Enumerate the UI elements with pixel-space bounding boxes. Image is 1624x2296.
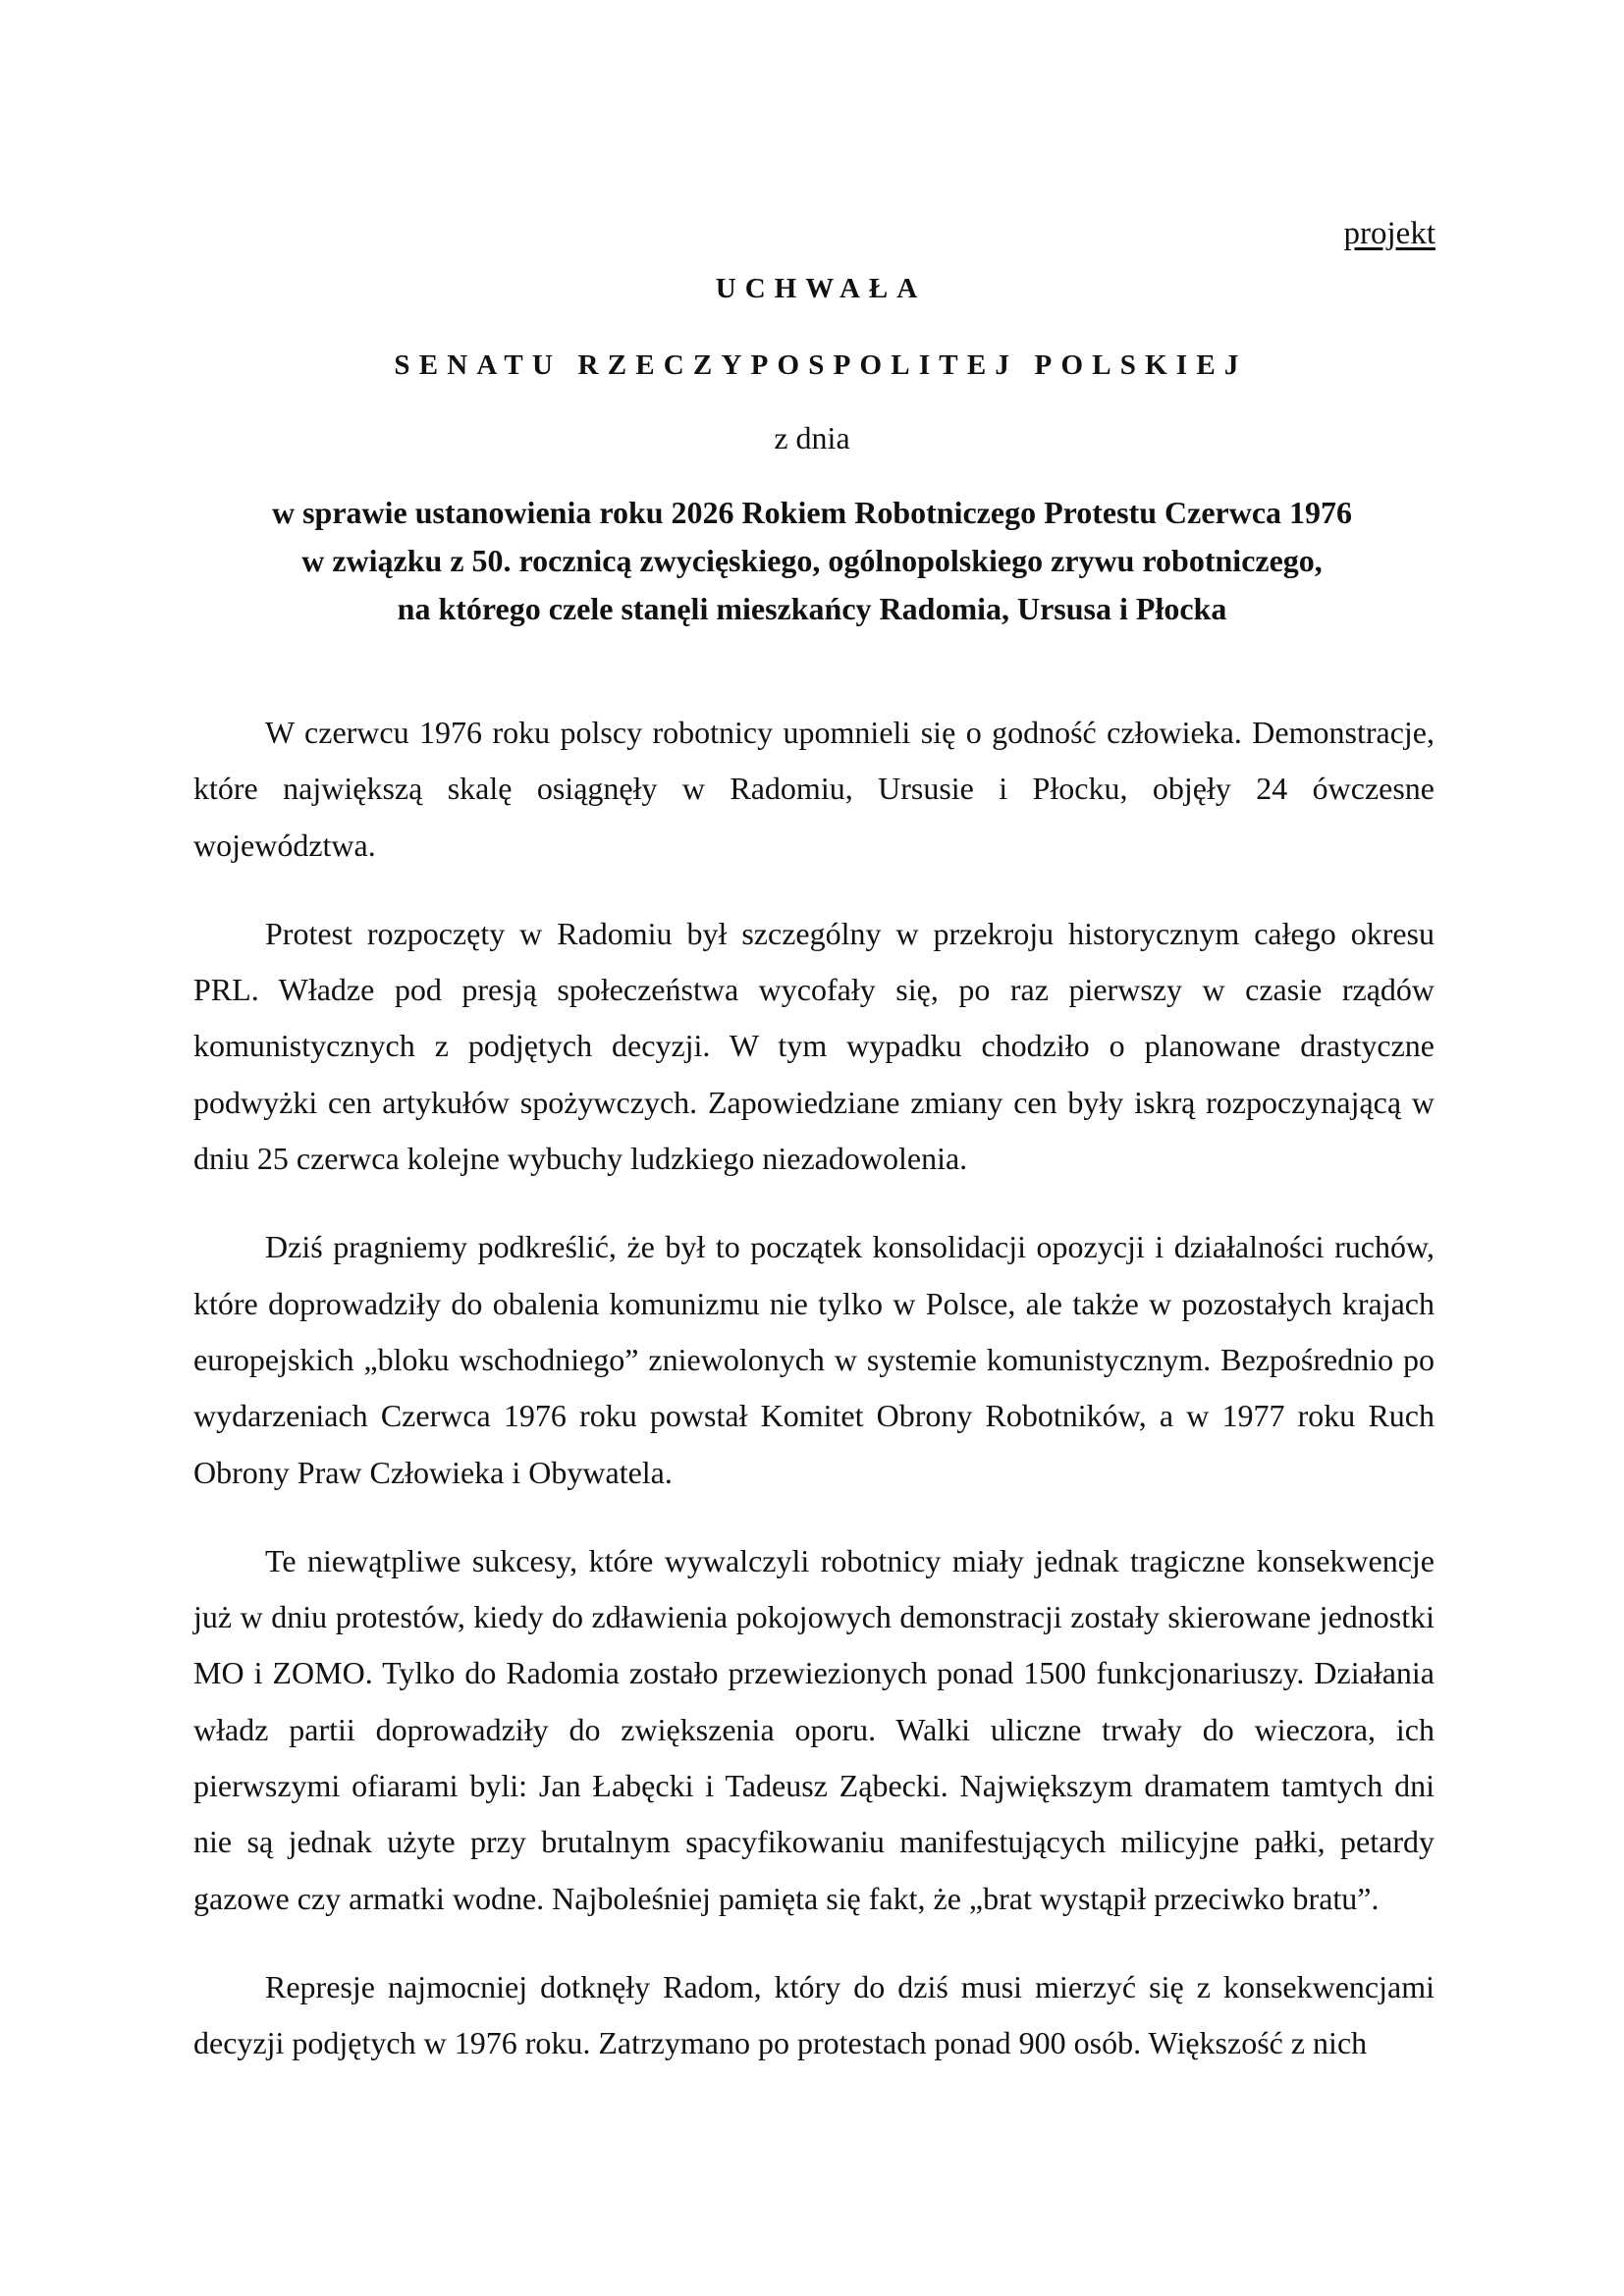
subject-line: w sprawie ustanowienia roku 2026 Rokiem Robotniczego Protestu Czerwca 1976 bbox=[271, 495, 1353, 530]
body-paragraph: Represje najmocniej dotknęły Radom, który do dziś musi mierzyć się z konsekwencjami decyzji podjętych w 1976 roku. Zatrzymano po protestach ponad 900 osób. Większość z nich bbox=[193, 1968, 1435, 2061]
body-paragraph: W czerwcu 1976 roku polscy robotnicy upomnieli się o godność człowieka. Demonstracje, które największą skalę osiągnęły w Radomiu, Ursusie i Płocku, objęły 24 ówczesne województwa. bbox=[193, 715, 1435, 863]
resolution-body bbox=[193, 705, 1435, 2105]
subject-line: w związku z 50. rocznicą zwycięskiego, ogólnopolskiego zrywu robotniczego, bbox=[301, 543, 1323, 578]
body-paragraph: Dziś pragniemy podkreślić, że był to początek konsolidacji opozycji i działalności ruchów, które doprowadziły do obalenia komunizmu nie tylko w Polsce, ale także w pozostałych krajach europejskich „bloku wschodniego” zniewolonych w systemie komunistycznym. Bezpośrednio po wydarzeniach Czerwca 1976 roku powstał Komitet Obrony Robotników, a w 1977 roku Ruch Obrony Praw Człowieka i Obywatela. bbox=[193, 1229, 1435, 1490]
subject-heading bbox=[0, 489, 1624, 633]
subject-line: na którego czele stanęli mieszkańcy Radomia, Ursusa i Płocka bbox=[397, 591, 1227, 626]
draft-label: projekt bbox=[1343, 216, 1435, 251]
issuing-body: SENATU RZECZYPOSPOLITEJ POLSKIEJ bbox=[394, 349, 1248, 381]
body-paragraph: Te niewątpliwe sukcesy, które wywalczyli robotnicy miały jednak tragiczne konsekwencje już w dniu protestów, kiedy do zdławienia pokojowych demonstracji zostały skierowane jednostki MO i ZOMO. Tylko do Radomia zostało przewiezionych ponad 1500 funkcjonariuszy. Działania władz partii doprowadziły do zwiększenia oporu. Walki uliczne trwały do wieczora, ich pierwszymi ofiarami byli: Jan Łabęcki i Tadeusz Ząbecki. Największym dramatem tamtych dni nie są jednak użyte przy brutalnym spacyfikowaniu manifestujących milicyjne pałki, petardy gazowe czy armatki wodne. Najboleśniej pamięta się fakt, że „brat wystąpił przeciwko bratu”. bbox=[193, 1542, 1435, 1916]
date-line: z dnia bbox=[774, 420, 850, 455]
document-title: UCHWAŁA bbox=[715, 273, 927, 304]
body-paragraph: Protest rozpoczęty w Radomiu był szczególny w przekroju historycznym całego okresu PRL. Władze pod presją społeczeństwa wycofały się, po raz pierwszy w czasie rządów komunistycznych z podjętych decyzji. W tym wypadku chodziło o planowane drastyczne podwyżki cen artykułów spożywczych. Zapowiedziane zmiany cen były iskrą rozpoczynającą w dniu 25 czerwca kolejne wybuchy ludzkiego niezadowolenia. bbox=[193, 915, 1435, 1177]
